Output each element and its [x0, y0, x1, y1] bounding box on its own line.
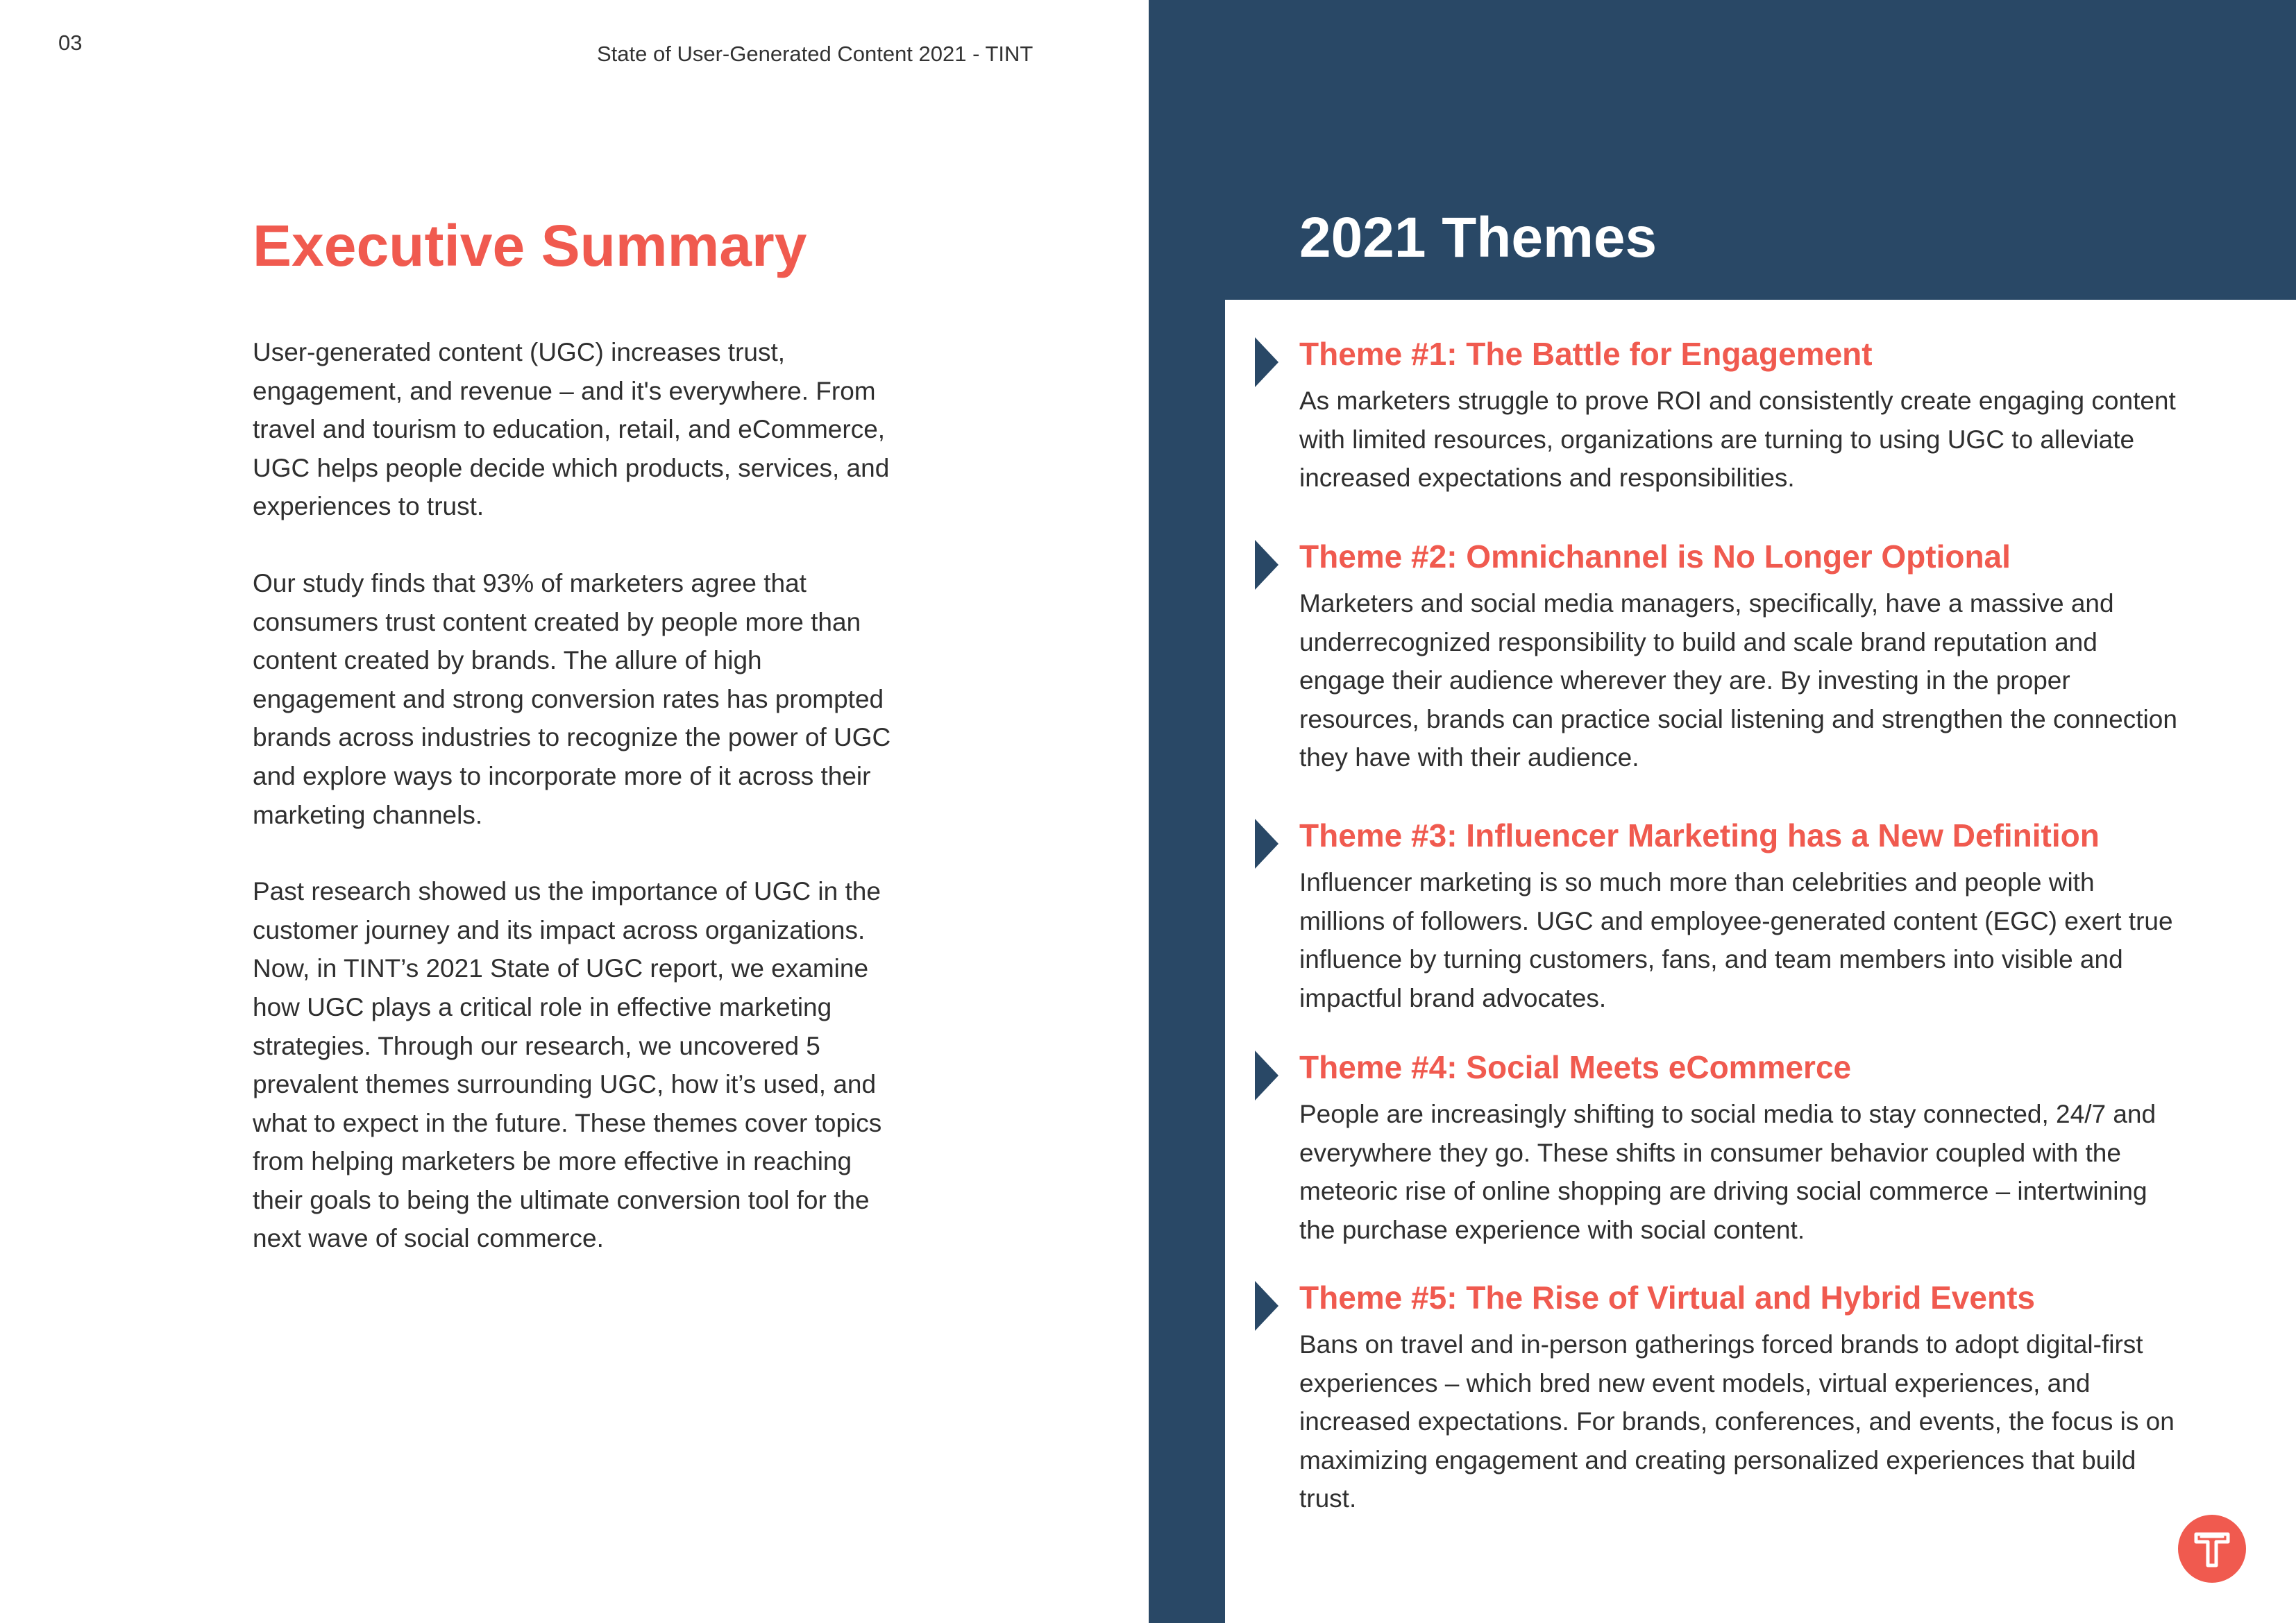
theme-5-title: Theme #5: The Rise of Virtual and Hybrid Events [1299, 1280, 2035, 1316]
theme-3-body: Influencer marketing is so much more than celebrities and people with millions of followers. UGC and employee-generated content (EGC) exert true influence by turning customers, fans, and team members into visible and impactful brand advocates. [1299, 868, 2173, 1012]
theme-4 [1299, 1048, 2181, 1249]
triangle-marker-icon [1255, 819, 1278, 869]
theme-4-title: Theme #4: Social Meets eCommerce [1299, 1049, 1852, 1085]
themes-title: 2021 Themes [1299, 206, 1657, 269]
executive-summary-title: Executive Summary [253, 213, 807, 278]
theme-1-body: As marketers struggle to prove ROI and consistently create engaging content with limited resources, organizations are turning to using UGC to alleviate increased expectations and responsibilities. [1299, 386, 2176, 493]
summary-paragraph-2: Our study finds that 93% of marketers agree that consumers trust content created by people more than content created by brands. The allure of high engagement and strong conversion rates has prompted brands across industries to recognize the power of UGC and explore ways to incorporate more of it across their marketing channels. [253, 568, 891, 829]
tint-logo-glyph [2178, 1515, 2246, 1583]
triangle-marker-icon [1255, 337, 1278, 387]
theme-5-body: Bans on travel and in-person gatherings forced brands to adopt digital-first experiences – which bred new event models, virtual experiences, and increased expectations. For brands, conferences, and events, the focus is on maximizing engagement and creating personalized experiences that build trust. [1299, 1330, 2175, 1513]
running-header: State of User-Generated Content 2021 - TINT [597, 42, 1033, 66]
theme-5 [1299, 1278, 2181, 1518]
theme-1-title: Theme #1: The Battle for Engagement [1299, 336, 1873, 372]
triangle-marker-icon [1255, 1281, 1278, 1331]
theme-3-title: Theme #3: Influencer Marketing has a New Definition [1299, 817, 2100, 853]
theme-1 [1299, 334, 2181, 498]
summary-paragraph-1: User-generated content (UGC) increases trust, engagement, and revenue – and it's everywhere. From travel and tourism to education, retail, and eCommerce, UGC helps people decide which products, services, and experiences to trust. [253, 338, 890, 521]
theme-2-title: Theme #2: Omnichannel is No Longer Optional [1299, 538, 2011, 575]
theme-2-body: Marketers and social media managers, specifically, have a massive and underrecognized responsibility to build and scale brand reputation and engage their audience wherever they are. By investing in the proper resources, brands can practice social listening and strengthen the connection they have with their audience. [1299, 589, 2177, 772]
triangle-marker-icon [1255, 540, 1278, 590]
triangle-marker-icon [1255, 1051, 1278, 1101]
executive-summary-body [253, 333, 898, 1296]
summary-paragraph-3: Past research showed us the importance of UGC in the customer journey and its impact across organizations. Now, in TINT’s 2021 State of UGC report, we examine how UGC plays a critical role in effective marketing strategies. Through our research, we uncovered 5 prevalent themes surrounding UGC, how it’s used, and what to expect in the future. These themes cover topics from helping marketers be more effective in reaching their goals to being the ultimate conversion tool for the next wave of social commerce. [253, 877, 882, 1253]
tint-logo-icon [2178, 1515, 2246, 1583]
page-number: 03 [58, 31, 83, 55]
theme-4-body: People are increasingly shifting to social media to stay connected, 24/7 and everywhere they go. These shifts in consumer behavior coupled with the meteoric rise of online shopping are driving social commerce – intertwining the purchase experience with social content. [1299, 1100, 2156, 1244]
theme-3 [1299, 816, 2181, 1017]
theme-2 [1299, 537, 2181, 777]
